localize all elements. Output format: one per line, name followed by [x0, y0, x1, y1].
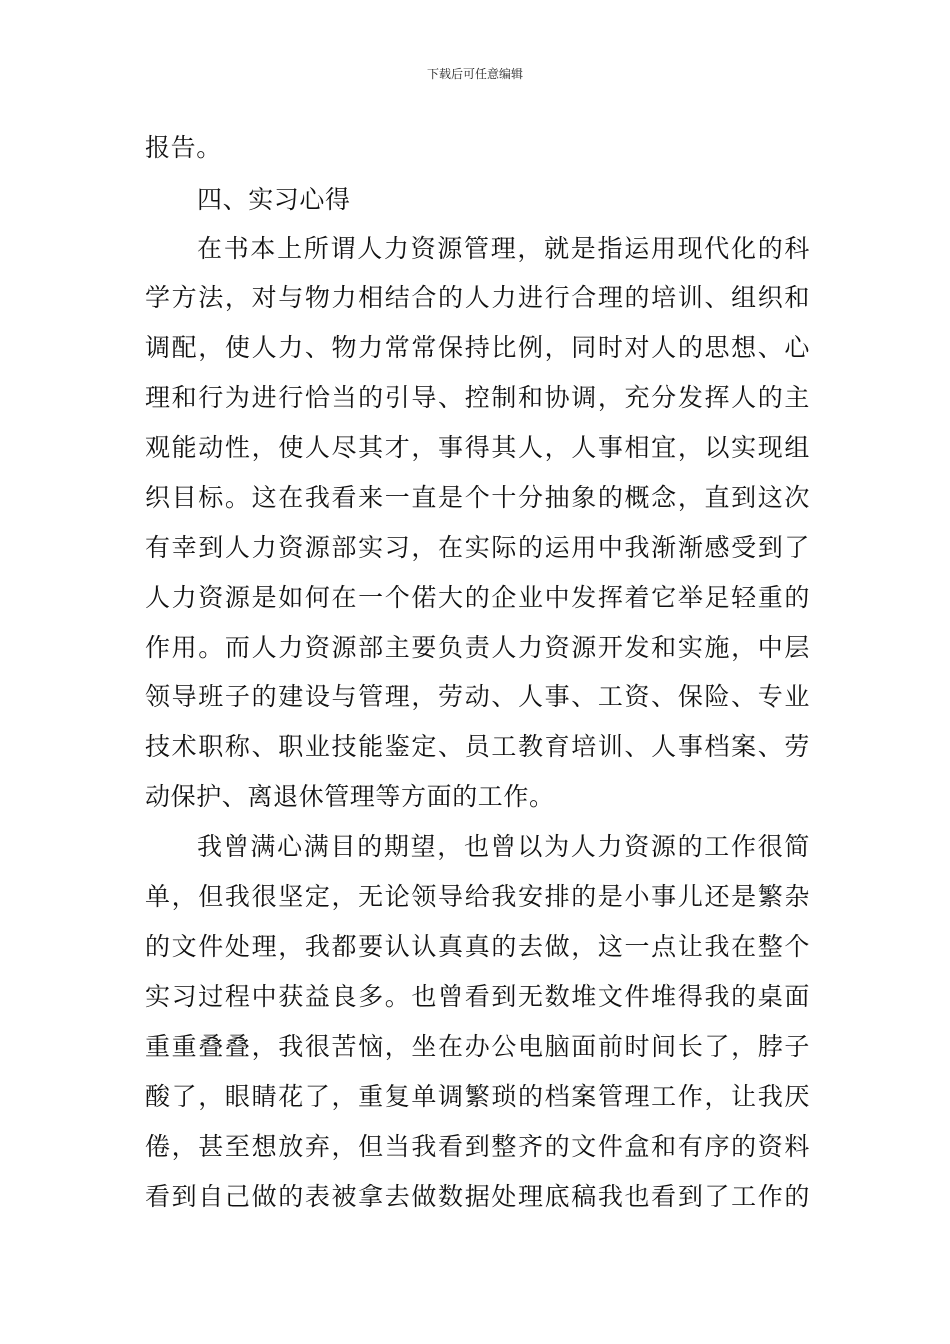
page-header: 下载后可任意编辑 — [426, 67, 523, 81]
text-line: 重重叠叠，我很苦恼，坐在办公电脑面前时间长了，脖子 — [145, 1032, 810, 1061]
text-line: 有幸到人力资源部实习，在实际的运用中我渐渐感受到了 — [145, 533, 810, 562]
text-line: 人力资源是如何在一个偌大的企业中发挥着它举足轻重的 — [145, 583, 810, 612]
text-line: 我曾满心满目的期望，也曾以为人力资源的工作很简 — [197, 832, 810, 861]
text-line: 学方法，对与物力相结合的人力进行合理的培训、组织和 — [145, 283, 810, 312]
text-line: 织目标。这在我看来一直是个十分抽象的概念，直到这次 — [145, 483, 810, 512]
text-line: 领导班子的建设与管理，劳动、人事、工资、保险、专业 — [145, 682, 810, 711]
text-line: 技术职称、职业技能鉴定、员工教育培训、人事档案、劳 — [145, 732, 810, 761]
text-line: 报告。 — [145, 133, 222, 162]
text-line: 在书本上所谓人力资源管理，就是指运用现代化的科 — [197, 234, 810, 263]
text-line: 作用。而人力资源部主要负责人力资源开发和实施，中层 — [145, 633, 810, 662]
text-line: 动保护、离退休管理等方面的工作。 — [145, 782, 555, 811]
text-line: 的文件处理，我都要认认真真的去做，这一点让我在整个 — [145, 932, 810, 961]
text-line: 调配，使人力、物力常常保持比例，同时对人的思想、心 — [145, 333, 810, 362]
text-line: 理和行为进行恰当的引导、控制和协调，充分发挥人的主 — [145, 383, 810, 412]
text-line: 看到自己做的表被拿去做数据处理底稿我也看到了工作的 — [145, 1182, 810, 1211]
text-line: 倦，甚至想放弃，但当我看到整齐的文件盒和有序的资料 — [145, 1132, 810, 1161]
section-heading: 四、实习心得 — [197, 185, 351, 214]
text-line: 酸了，眼睛花了，重复单调繁琐的档案管理工作，让我厌 — [145, 1082, 810, 1111]
text-line: 实习过程中获益良多。也曾看到无数堆文件堆得我的桌面 — [145, 982, 810, 1011]
text-line: 观能动性，使人尽其才，事得其人，人事相宜，以实现组 — [145, 433, 810, 462]
text-line: 单，但我很坚定，无论领导给我安排的是小事儿还是繁杂 — [145, 882, 810, 911]
